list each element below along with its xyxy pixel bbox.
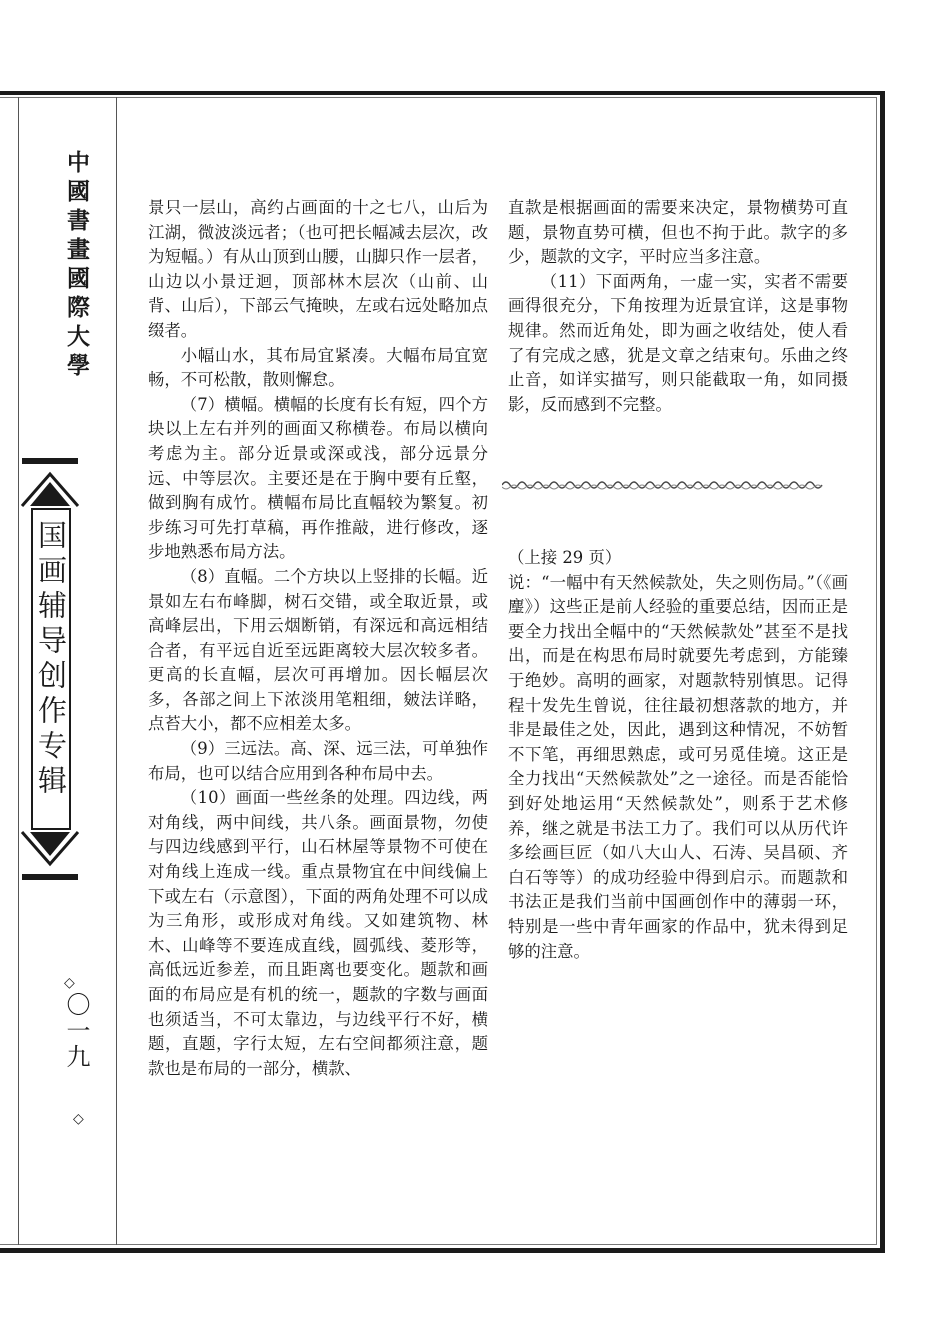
continued-article [508, 546, 848, 964]
paragraph: 直款是根据画面的需要来决定，景物横势可直题，景物直势可横，但也不拘于此。款字的多少，题款的文字，平时应当多注意。 [508, 198, 848, 267]
paragraph: 景只一层山，高约占画面的十之七八，山后为江湖，微波淡远者；（也可把长幅减去层次，改为短幅。）有从山顶到山腰，山脚只作一层者，山边以小景迂迴，顶部林木层次（山前、山背、山后），下部云气掩映，左或右远处略加点缀者。 [148, 198, 488, 340]
banner-bottom-ornament [18, 830, 82, 870]
page-frame-top [0, 91, 884, 95]
paragraph: 小幅山水，其布局宜紧凑。大幅布局宜宽畅，不可松散，散则懈怠。 [148, 345, 488, 390]
frame-inner-line-right [876, 97, 877, 1245]
left-column [148, 196, 488, 1081]
banner-top-bar [22, 458, 78, 464]
frame-inner-line-top [0, 97, 876, 98]
diamond-top-left-icon: ◇ [64, 975, 75, 991]
paragraph: （10）画面一些丝条的处理。四边线，两对角线，两中间线，共八条。画面景物，勿使与四边线感到平行，山石林屋等景物不可使在对角线上连成一线。重点景物宜在中间线偏上下或左右（示意图），下面的两角处理不可以成为三角形，或形成对角线。又如建筑物、林木、山峰等不要连成直线，圆弧线、菱形等，高低远近参差，而且距离也要变化。题款和画面的布局应是有机的统一，题款的字数与画面也须适当，不可太靠边，与边线平行不好，横题，直题，字行太短，左右空间都须注意，题款也是布局的一部分，横款、 [148, 788, 488, 1078]
page-frame-bottom [0, 1248, 885, 1253]
paragraph: （8）直幅。二个方块以上竖排的长幅。近景如左右布峰脚，树石交错，或全取近景，或高峰层出，下用云烟断销，有深远和高远相结合者，有平远自近至远距离较大层次较多者。更高的长直幅，层次可再增加。因长幅层次多，各部之间上下浓淡用笔粗细，皴法详略，点苔大小，都不应相差太多。 [148, 566, 488, 734]
banner-bottom-bar [22, 874, 78, 880]
page-number: 〇一九 [62, 992, 90, 1070]
banner-title: 国画辅导创作专辑 [34, 520, 68, 800]
school-name: 中國書畫國際大學 [63, 150, 89, 382]
paragraph: （9）三远法。高、深、远三法，可单独作布局，也可以结合应用到各种布局中去。 [148, 739, 488, 783]
page-frame-right [880, 91, 885, 1253]
ornamental-divider [502, 478, 828, 492]
right-column [508, 196, 848, 417]
paragraph: 说：“一幅中有天然候款处，失之则伤局。”（《画麈》）这些正是前人经验的重要总结，因而正是要全力找出全幅中的“天然候款处”甚至不是找出，而是在构思布局时就要先考虑到，方能臻于绝妙。高明的画家，对题款特别慎思。记得程十发先生曾说，往往最初想落款的地方，并非是最佳之处，因此，遇到这种情况，不妨暂不下笔，再细思熟虑，或可另觅佳境。这正是全力找出“天然候款处”之一途径。而是否能恰到好处地运用“天然候款处”，则系于艺术修养，继之就是书法工力了。我们可以从历代许多绘画巨匠（如八大山人、石涛、吴昌硕、齐白石等等）的成功经验中得到启示。而题款和书法正是我们当前中国画创作中的薄弱一环，特别是一些中青年画家的作品中，犹未得到足够的注意。 [508, 572, 848, 961]
sidebar-rule-right [116, 97, 117, 1245]
paragraph: （7）横幅。横幅的长度有长有短，四个方块以上左右并列的画面又称横卷。布局以横向考虑为主。部分近景或深或浅，部分远景分远、中等层次。主要还是在于胸中要有丘壑，做到胸有成竹。横幅布局比直幅较为繁复。初步练习可先打草稿，再作推敲，进行修改，逐步地熟悉布局方法。 [148, 394, 488, 562]
frame-inner-line-bottom [0, 1244, 877, 1245]
banner-top-ornament [18, 468, 82, 508]
diamond-bottom-right-icon: ◇ [73, 1111, 84, 1127]
continued-label: （上接 29 页） [508, 548, 622, 567]
paragraph: （11）下面两角，一虚一实，实者不需要画得很充分，下角按理为近景宜详，这是事物规律。然而近角处，即为画之收结处，使人看了有完成之感，犹是文章之结束句。乐曲之终止音，如详实描写，则只能截取一角，如同摄影，反而感到不完整。 [508, 271, 848, 414]
sidebar-rule-left [18, 97, 19, 1245]
